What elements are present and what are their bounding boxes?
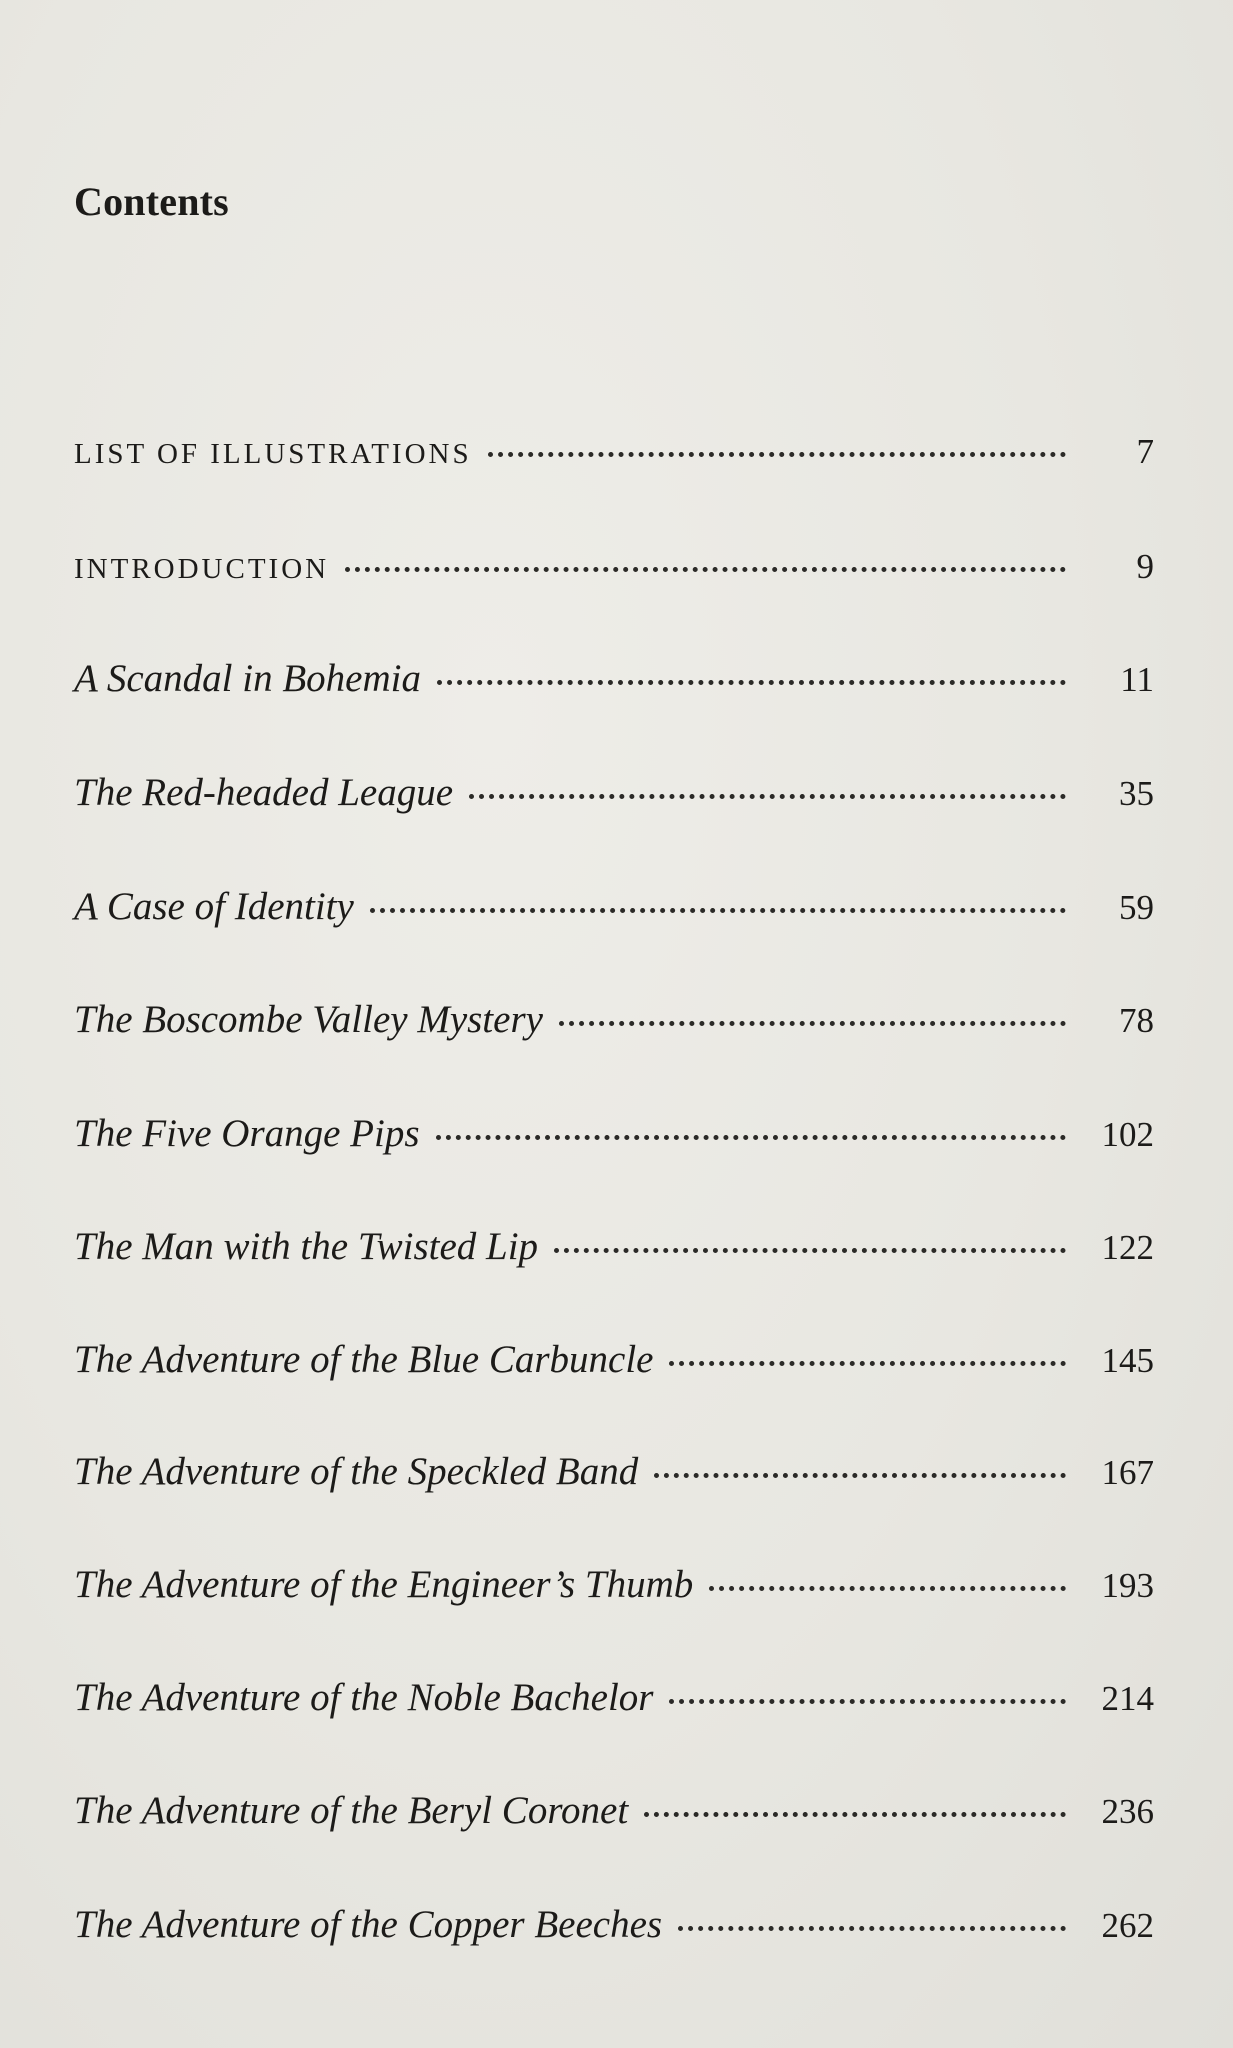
toc-entry-page: 102 <box>1101 1115 1154 1154</box>
toc-entry <box>74 1902 1154 1947</box>
toc-entry <box>74 1224 1154 1269</box>
toc-entry <box>74 770 1154 815</box>
dot-leader <box>644 1812 1066 1817</box>
toc-entry-page: 236 <box>1101 1792 1154 1831</box>
toc-entry <box>74 997 1154 1042</box>
dot-leader <box>436 1135 1066 1140</box>
toc-entry-page: 262 <box>1101 1906 1154 1945</box>
toc-entry <box>74 547 1154 587</box>
toc-entry-title: INTRODUCTION <box>74 553 330 585</box>
toc-entry <box>74 1675 1154 1720</box>
dot-leader <box>437 680 1066 685</box>
dot-leader <box>709 1586 1066 1591</box>
toc-entry-title: The Adventure of the Engineer’s Thumb <box>74 1563 694 1606</box>
dot-leader <box>669 1699 1066 1704</box>
toc-entry-title: The Man with the Twisted Lip <box>74 1225 539 1268</box>
toc-entry-page: 9 <box>1136 547 1154 586</box>
toc-entry-title: The Adventure of the Noble Bachelor <box>74 1676 654 1719</box>
toc-entry-title: The Adventure of the Blue Carbuncle <box>74 1338 654 1381</box>
toc-entry-title: The Adventure of the Speckled Band <box>74 1450 639 1493</box>
toc-entry <box>74 1337 1154 1382</box>
toc-entry-title: A Scandal in Bohemia <box>74 657 421 700</box>
toc-entry-page: 78 <box>1119 1001 1154 1040</box>
toc-entry-page: 7 <box>1136 432 1154 471</box>
toc-entry <box>74 884 1154 929</box>
dot-leader <box>654 1473 1066 1478</box>
toc-entry-page: 193 <box>1101 1566 1154 1605</box>
toc-entry <box>74 432 1154 472</box>
toc-entry-page: 214 <box>1101 1679 1154 1718</box>
dot-leader <box>370 908 1066 913</box>
toc-entry <box>74 656 1154 701</box>
toc-entry-title: The Red-headed League <box>74 771 454 814</box>
toc-entry <box>74 1562 1154 1607</box>
dot-leader <box>469 794 1066 799</box>
toc-entry-page: 122 <box>1101 1228 1154 1267</box>
toc-entry-page: 35 <box>1119 774 1154 813</box>
toc-entry-title: LIST OF ILLUSTRATIONS <box>74 438 472 470</box>
toc-entry-title: A Case of Identity <box>74 885 354 928</box>
toc-entry-title: The Adventure of the Copper Beeches <box>74 1903 663 1946</box>
dot-leader <box>678 1926 1066 1931</box>
toc-entry <box>74 1449 1154 1494</box>
toc-entry <box>74 1111 1154 1156</box>
toc-entry-page: 11 <box>1120 660 1154 699</box>
toc-entry <box>74 1788 1154 1833</box>
dot-leader <box>554 1248 1066 1253</box>
dot-leader <box>345 567 1066 572</box>
dot-leader <box>488 452 1066 457</box>
toc-entry-title: The Boscombe Valley Mystery <box>74 998 543 1041</box>
dot-leader <box>669 1361 1066 1366</box>
toc-entry-title: The Five Orange Pips <box>74 1112 420 1155</box>
dot-leader <box>559 1021 1066 1026</box>
toc-entry-title: The Adventure of the Beryl Coronet <box>74 1789 629 1832</box>
contents-heading: Contents <box>74 179 229 224</box>
toc-entry-page: 59 <box>1119 888 1154 927</box>
toc-entry-page: 145 <box>1101 1341 1154 1380</box>
toc-entry-page: 167 <box>1101 1453 1154 1492</box>
